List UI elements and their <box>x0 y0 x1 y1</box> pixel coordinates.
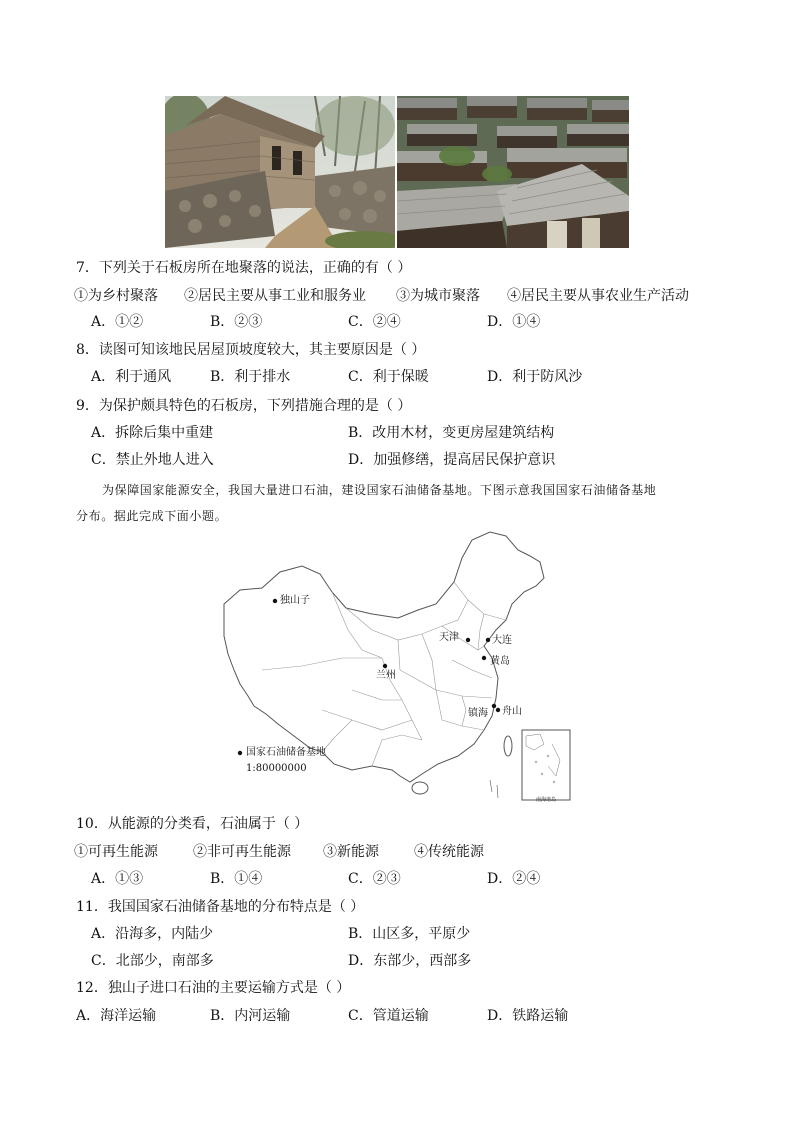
city-label-lanzhou: 兰州 <box>376 670 396 681</box>
city-dot-dalian <box>486 638 490 642</box>
city-dot-tianjin <box>466 638 470 642</box>
map-inset-label: 南海诸岛 <box>536 797 557 803</box>
q11-stem: 11．我国国家石油储备基地的分布特点是（ ） <box>76 899 365 915</box>
q10-item-3: ③新能源 <box>323 844 379 860</box>
stone-slab-roof-village-photo <box>397 96 629 248</box>
city-dot-huangdao <box>482 656 486 660</box>
stone-cottage-photo <box>165 96 395 248</box>
city-label-zhoushan: 舟山 <box>502 706 522 717</box>
city-label-huangdao: 黄岛 <box>490 656 510 667</box>
q7-item-3: ③为城市聚落 <box>396 288 480 304</box>
q11-option-c[interactable]: C．北部少，南部多 <box>91 953 214 969</box>
q10-item-2: ②非可再生能源 <box>193 844 291 860</box>
passage-line-1: 为保障国家能源安全，我国大量进口石油，建设国家石油储备基地。下图示意我国国家石油储备基地 <box>102 483 657 497</box>
q8-stem: 8．读图可知该地民居屋顶坡度较大，其主要原因是（ ） <box>76 342 426 358</box>
q12-stem: 12．独山子进口石油的主要运输方式是（ ） <box>76 980 351 996</box>
legend-dot <box>238 751 242 755</box>
q8-option-b[interactable]: B．利于排水 <box>210 369 291 385</box>
city-dot-zhoushan <box>496 708 500 712</box>
q7-option-d[interactable]: D．①④ <box>487 314 541 330</box>
q8-option-a[interactable]: A．利于通风 <box>91 369 172 385</box>
q11-option-d[interactable]: D．东部少，西部多 <box>348 953 472 969</box>
q9-stem: 9．为保护颇具特色的石板房，下列措施合理的是（ ） <box>76 398 412 414</box>
q12-option-c[interactable]: C．管道运输 <box>348 1008 429 1024</box>
q10-option-a[interactable]: A．①③ <box>91 871 144 887</box>
city-label-dushanzi: 独山子 <box>280 595 310 606</box>
q7-option-a[interactable]: A．①② <box>91 314 144 330</box>
q11-option-b[interactable]: B．山区多，平原少 <box>348 926 471 942</box>
q12-option-d[interactable]: D．铁路运输 <box>487 1008 569 1024</box>
q12-option-b[interactable]: B．内河运输 <box>210 1008 291 1024</box>
city-dot-dushanzi <box>273 599 277 603</box>
city-label-zhenhai: 镇海 <box>468 708 488 719</box>
q9-option-c[interactable]: C．禁止外地人进入 <box>91 452 214 468</box>
map-scale: 1:80000000 <box>246 763 307 774</box>
q7-option-b[interactable]: B．②③ <box>210 314 263 330</box>
q7-stem: 7．下列关于石板房所在地聚落的说法，正确的有（ ） <box>76 260 412 276</box>
city-label-tianjin: 天津 <box>439 632 459 643</box>
map-legend-label: 国家石油储备基地 <box>246 747 326 758</box>
china-oil-reserve-map <box>222 530 572 802</box>
passage-line-2: 分布。据此完成下面小题。 <box>76 509 228 523</box>
q7-item-1: ①为乡村聚落 <box>74 288 158 304</box>
q12-option-a[interactable]: A．海洋运输 <box>76 1008 157 1024</box>
q10-stem: 10．从能源的分类看，石油属于（ ） <box>76 816 309 832</box>
q8-option-d[interactable]: D．利于防风沙 <box>487 369 583 385</box>
q9-option-d[interactable]: D．加强修缮，提高居民保护意识 <box>348 452 556 468</box>
q10-item-4: ④传统能源 <box>414 844 484 860</box>
city-dot-zhenhai <box>492 704 496 708</box>
q9-option-b[interactable]: B．改用木材，变更房屋建筑结构 <box>348 425 555 441</box>
q10-option-b[interactable]: B．①④ <box>210 871 263 887</box>
q7-option-c[interactable]: C．②④ <box>348 314 401 330</box>
q8-option-c[interactable]: C．利于保暖 <box>348 369 429 385</box>
q10-option-d[interactable]: D．②④ <box>487 871 541 887</box>
city-dot-lanzhou <box>383 664 387 668</box>
q10-option-c[interactable]: C．②③ <box>348 871 401 887</box>
q9-option-a[interactable]: A．拆除后集中重建 <box>91 425 214 441</box>
q7-item-4: ④居民主要从事农业生产活动 <box>507 288 689 304</box>
q10-item-1: ①可再生能源 <box>74 844 158 860</box>
china-outline <box>222 530 572 802</box>
city-label-dalian: 大连 <box>492 635 512 646</box>
q11-option-a[interactable]: A．沿海多，内陆少 <box>91 926 214 942</box>
q7-item-2: ②居民主要从事工业和服务业 <box>184 288 366 304</box>
